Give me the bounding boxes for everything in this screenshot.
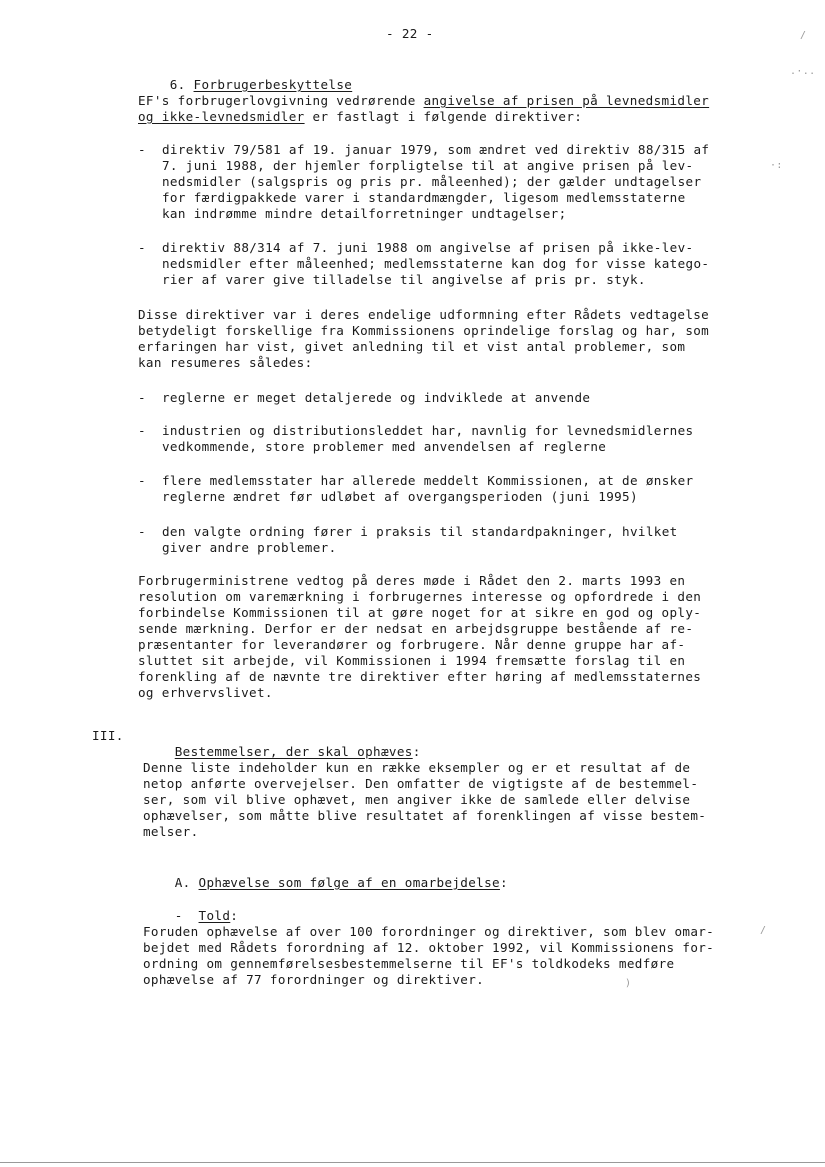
- paragraph-line: ophævelse af 77 forordninger og direktiver.: [143, 972, 485, 987]
- paragraph-line: betydeligt forskellige fra Kommissionens oprindelige forslag og har, som: [138, 323, 710, 338]
- bullet-dash: -: [138, 524, 146, 539]
- directive-1-line: direktiv 79/581 af 19. januar 1979, som ændret ved direktiv 88/315 af: [162, 142, 710, 157]
- directive-2-line: nedsmidler efter måleenhed; medlemsstaterne kan dog for visse katego-: [162, 256, 710, 271]
- scan-artifact: /: [760, 925, 767, 936]
- list-intro-paragraph: [143, 760, 753, 840]
- problem-4-line: den valgte ordning fører i praksis til standardpakninger, hvilket: [162, 524, 678, 539]
- problem-1-line: reglerne er meget detaljerede og indviklede at anvende: [162, 390, 591, 405]
- section-6-number: 6.: [169, 77, 186, 92]
- paragraph-line: præsentanter for leverandører og forbrugere. Når denne gruppe har af-: [138, 637, 686, 652]
- intro-text: EF's forbrugerlovgivning vedrørende: [138, 93, 424, 108]
- paragraph-line: melser.: [143, 824, 199, 839]
- paragraph-line: Forbrugerministrene vedtog på deres møde i Rådet den 2. marts 1993 en: [138, 573, 686, 588]
- directive-1-line: for færdigpakkede varer i standardmængder, ligesom medlemsstaterne: [162, 190, 686, 205]
- scan-artifact: .·..: [790, 66, 816, 77]
- directive-1-line: 7. juni 1988, der hjemler forpligtelse til at angive prisen på lev-: [162, 158, 694, 173]
- told-paragraph: [143, 924, 753, 988]
- problem-4-line: giver andre problemer.: [162, 540, 337, 555]
- paragraph-line: ordning om gennemførelsesbestemmelserne til EF's toldkodeks medføre: [143, 956, 675, 971]
- paragraph-line: Disse direktiver var i deres endelige udformning efter Rådets vedtagelse: [138, 307, 710, 322]
- directives-differ-paragraph: [138, 307, 748, 371]
- paragraph-line: bejdet med Rådets forordning af 12. oktober 1992, vil Kommissionens for-: [143, 940, 715, 955]
- paragraph-line: ophævelser, som måtte blive resultatet af forenklingen af visse bestem-: [143, 808, 707, 823]
- section-3-numeral: III.: [92, 728, 124, 743]
- bullet-dash: -: [138, 142, 146, 157]
- page-bottom-edge: [0, 1162, 825, 1163]
- told-colon: :: [230, 908, 239, 923]
- problem-3-line: reglerne ændret før udløbet af overgangsperioden (juni 1995): [162, 489, 638, 504]
- paragraph-line: forenkling af de nævnte tre direktiver efter høring af medlemsstaternes: [138, 669, 702, 684]
- intro-underlined-text-2: og ikke-levnedsmidler: [138, 109, 305, 124]
- paragraph-line: kan resumeres således:: [138, 355, 313, 370]
- subsection-a-colon: :: [499, 875, 508, 890]
- bullet-dash: -: [138, 473, 146, 488]
- directive-2-line: direktiv 88/314 af 7. juni 1988 om angivelse af prisen på ikke-lev-: [162, 240, 694, 255]
- page-number: - 22 -: [386, 26, 434, 41]
- paragraph-line: Foruden ophævelse af over 100 forordninger og direktiver, som blev omar-: [143, 924, 715, 939]
- section-6-title: Forbrugerbeskyttelse: [193, 77, 353, 92]
- paragraph-line: forbindelse Kommissionen til at gøre noget for at sikre en god og oply-: [138, 605, 702, 620]
- subsection-a-label: A.: [174, 875, 191, 890]
- paragraph-line: sende mærkning. Derfor er der nedsat en arbejdsgruppe bestående af re-: [138, 621, 694, 636]
- paragraph-line: Denne liste indeholder kun en række eksempler og er et resultat af de: [143, 760, 691, 775]
- section-3-colon: :: [412, 744, 421, 759]
- paragraph-line: resolution om varemærkning i forbrugernes interesse og opfordrede i den: [138, 589, 702, 604]
- paragraph-line: og erhvervslivet.: [138, 685, 273, 700]
- bullet-dash: -: [138, 423, 146, 438]
- directive-2-line: rier af varer give tilladelse til angivelse af pris pr. styk.: [162, 272, 646, 287]
- paragraph-line: ser, som vil blive ophævet, men angiver ikke de samlede eller delvise: [143, 792, 691, 807]
- directive-1-line: kan indrømme mindre detailforretninger undtagelser;: [162, 206, 567, 221]
- told-title: Told: [198, 908, 231, 923]
- directive-1-line: nedsmidler (salgspris og pris pr. måleenhed); der gælder undtagelser: [162, 174, 702, 189]
- ministers-paragraph: [138, 573, 748, 701]
- bullet-dash: -: [138, 240, 146, 255]
- scan-artifact: ): [625, 978, 632, 989]
- intro-text-2: er fastlagt i følgende direktiver:: [304, 109, 583, 124]
- bullet-dash: -: [174, 908, 183, 923]
- paragraph-line: erfaringen har vist, givet anledning til et vist antal problemer, som: [138, 339, 686, 354]
- scan-artifact: ·:: [770, 160, 783, 171]
- intro-paragraph: [138, 93, 748, 125]
- paragraph-line: netop anførte overvejelser. Den omfatter de vigtigste af de bestemmel-: [143, 776, 699, 791]
- problem-2-line: industrien og distributionsleddet har, navnlig for levnedsmidlernes: [162, 423, 694, 438]
- problem-2-line: vedkommende, store problemer med anvendelsen af reglerne: [162, 439, 607, 454]
- paragraph-line: sluttet sit arbejde, vil Kommissionen i 1994 fremsætte forslag til en: [138, 653, 686, 668]
- subsection-a-title: Ophævelse som følge af en omarbejdelse: [198, 875, 500, 890]
- section-3-title: Bestemmelser, der skal ophæves: [174, 744, 413, 759]
- scan-artifact: /: [800, 30, 807, 41]
- intro-underlined-text: angivelse af prisen på levnedsmidler: [423, 93, 710, 108]
- bullet-dash: -: [138, 390, 146, 405]
- problem-3-line: flere medlemsstater har allerede meddelt Kommissionen, at de ønsker: [162, 473, 694, 488]
